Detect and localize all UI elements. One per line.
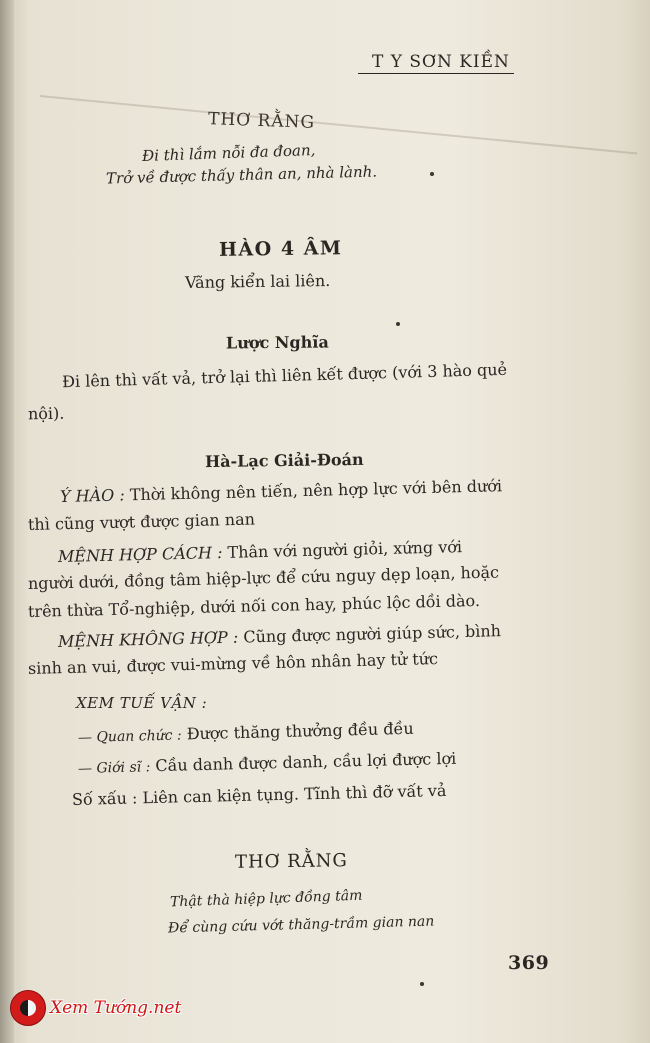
running-head: T Y SƠN KIỀN <box>358 52 514 74</box>
gioi-si-label: — Giới sĩ : <box>77 759 151 777</box>
page-number: 369 <box>508 952 550 974</box>
gioi-si-text: Cầu danh được danh, cầu lợi được lợi <box>155 748 457 776</box>
so-xau-line <box>72 781 447 809</box>
y-hao-line-1 <box>60 476 502 506</box>
poem1-line-1: Đi thì lắm nỗi đa đoan, <box>141 140 316 166</box>
luoc-nghia-line-1: Đi lên thì vất vả, trở lại thì liên kết được (với 3 hào quẻ <box>61 359 508 392</box>
luoc-nghia-line-2: nội). <box>27 403 65 424</box>
hao-title: HÀO 4 ÂM <box>218 237 343 261</box>
ha-lac-heading: Hà-Lạc Giải-Đoán <box>204 449 364 472</box>
y-hao-text: Thời không nên tiến, nên hợp lực với bên dưới <box>129 476 503 505</box>
poem2-line-1: Thật thà hiệp lực đồng tâm <box>169 887 363 911</box>
menh-hop-label: MỆNH HỢP CÁCH : <box>57 542 223 566</box>
poem2-heading: THƠ RẰNG <box>234 850 349 873</box>
quan-chuc-line <box>78 719 414 746</box>
menh-khong-line-1 <box>58 621 501 651</box>
menh-khong-text: Cũng được người giúp sức, bình <box>243 621 502 647</box>
menh-hop-text: Thân với người giỏi, xứng với <box>227 537 463 562</box>
y-hao-line-2: thì cũng vượt được gian nan <box>27 509 256 534</box>
page-crease <box>40 95 637 154</box>
menh-hop-line-2: người dưới, đồng tâm hiệp-lực để cứu nguy dẹp loạn, hoặc <box>27 562 500 593</box>
luoc-nghia-heading: Lược Nghĩa <box>225 332 329 353</box>
quan-chuc-text: Được thăng thưởng đều đều <box>186 718 414 744</box>
ink-speck <box>396 322 400 326</box>
so-xau-label: Số xấu : <box>71 788 138 809</box>
y-hao-label: Ý HÀO : <box>59 485 125 506</box>
menh-hop-line-3: trên thừa Tổ-nghiệp, dưới nối con hay, phúc lộc dồi dào. <box>27 590 481 621</box>
menh-khong-line-2: sinh an vui, được vui-mừng về hôn nhân hay tử tức <box>27 648 439 678</box>
hao-subtitle: Vãng kiển lai liên. <box>184 270 331 293</box>
poem1-heading: THƠ RẰNG <box>207 109 316 133</box>
ink-speck <box>420 982 424 986</box>
menh-hop-line-1 <box>58 537 462 566</box>
quan-chuc-label: — Quan chức : <box>77 727 182 746</box>
poem1-line-2: Trở về được thấy thân an, nhà lành. <box>105 162 378 188</box>
watermark[interactable] <box>10 990 181 1026</box>
menh-khong-label: MỆNH KHÔNG HỢP : <box>57 627 239 651</box>
ink-speck <box>430 172 434 176</box>
gioi-si-line <box>78 749 457 777</box>
watermark-text: Xem Tướng.net <box>50 998 182 1018</box>
xem-tue-van-label: XEM TUẾ VẬN : <box>76 694 208 712</box>
yin-yang-icon <box>10 990 46 1026</box>
so-xau-text: Liên can kiện tụng. Tĩnh thì đỡ vất vả <box>142 780 447 808</box>
poem2-line-2: Để cùng cứu vớt thăng-trầm gian nan <box>167 913 435 937</box>
